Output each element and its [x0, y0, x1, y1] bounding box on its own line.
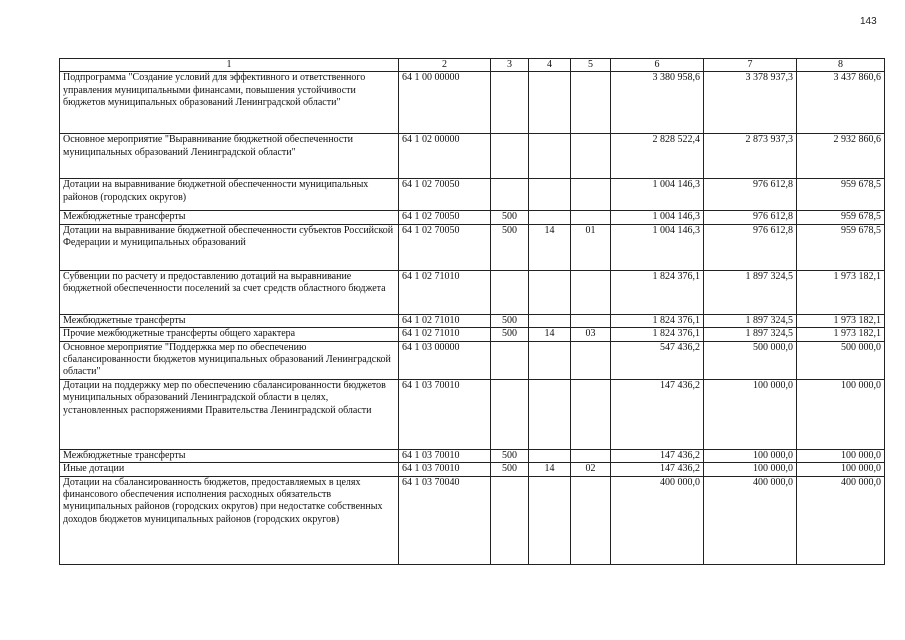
- row-description: Межбюджетные трансферты: [60, 449, 399, 462]
- row-col-5: [571, 314, 611, 327]
- row-description: Основное мероприятие "Поддержка мер по обеспечению сбалансированности бюджетов муниципальных образований Ленинградской области": [60, 341, 399, 379]
- row-value-6: 1 004 146,3: [611, 224, 704, 270]
- row-col-3: [491, 341, 529, 379]
- column-header: 1: [60, 59, 399, 72]
- row-value-6: 1 824 376,1: [611, 270, 704, 314]
- row-col-4: [529, 270, 571, 314]
- row-code: 64 1 02 71010: [399, 270, 491, 314]
- table-row: [60, 179, 885, 211]
- row-description: Дотации на поддержку мер по обеспечению сбалансированности бюджетов муниципальных образований Ленинградской области в целях, установленных распоряжениями Правительства Ленинградской области: [60, 379, 399, 449]
- row-col-5: 01: [571, 224, 611, 270]
- row-value-7: 2 873 937,3: [704, 134, 797, 179]
- row-value-6: 400 000,0: [611, 476, 704, 564]
- row-code: 64 1 02 70050: [399, 224, 491, 270]
- column-number-row: [60, 59, 885, 72]
- row-col-3: 500: [491, 314, 529, 327]
- row-value-6: 147 436,2: [611, 463, 704, 476]
- row-value-8: 1 973 182,1: [797, 328, 885, 341]
- row-value-8: 400 000,0: [797, 476, 885, 564]
- row-col-3: 500: [491, 328, 529, 341]
- row-col-5: [571, 134, 611, 179]
- table-row: [60, 211, 885, 224]
- column-header: 6: [611, 59, 704, 72]
- row-value-8: 100 000,0: [797, 449, 885, 462]
- row-col-5: 03: [571, 328, 611, 341]
- row-col-3: 500: [491, 211, 529, 224]
- row-description: Основное мероприятие "Выравнивание бюджетной обеспеченности муниципальных образований Ленинградской области": [60, 134, 399, 179]
- table-row: [60, 270, 885, 314]
- row-value-8: 959 678,5: [797, 224, 885, 270]
- row-col-4: [529, 476, 571, 564]
- row-col-5: 02: [571, 463, 611, 476]
- row-value-6: 147 436,2: [611, 449, 704, 462]
- row-col-4: [529, 341, 571, 379]
- row-col-4: [529, 379, 571, 449]
- table-row: [60, 449, 885, 462]
- row-value-7: 100 000,0: [704, 449, 797, 462]
- row-description: Дотации на выравнивание бюджетной обеспеченности муниципальных районов (городских округов): [60, 179, 399, 211]
- row-value-7: 100 000,0: [704, 379, 797, 449]
- row-col-4: [529, 179, 571, 211]
- row-code: 64 1 02 00000: [399, 134, 491, 179]
- row-description: Дотации на выравнивание бюджетной обеспеченности субъектов Российской Федерации и муниципальных образований: [60, 224, 399, 270]
- row-col-4: [529, 314, 571, 327]
- row-value-6: 1 824 376,1: [611, 314, 704, 327]
- row-value-6: 1 004 146,3: [611, 179, 704, 211]
- row-code: 64 1 03 70010: [399, 379, 491, 449]
- row-value-8: 3 437 860,6: [797, 72, 885, 134]
- column-header: 4: [529, 59, 571, 72]
- row-description: Дотации на сбалансированность бюджетов, предоставляемых в целях финансового обеспечения исполнения расходных обязательств муниципальных районов (городских округов) при недостатке собственных доходов бюджетов муниципальных районов (городских округов): [60, 476, 399, 564]
- table-row: [60, 476, 885, 564]
- row-col-3: 500: [491, 224, 529, 270]
- row-col-5: [571, 379, 611, 449]
- column-header: 5: [571, 59, 611, 72]
- row-value-8: 959 678,5: [797, 179, 885, 211]
- row-value-7: 500 000,0: [704, 341, 797, 379]
- row-col-3: [491, 134, 529, 179]
- table-row: [60, 463, 885, 476]
- row-value-8: 2 932 860,6: [797, 134, 885, 179]
- row-description: Иные дотации: [60, 463, 399, 476]
- row-description: Подпрограмма "Создание условий для эффективного и ответственного управления муниципальными финансами, повышения устойчивости бюджетов муниципальных образований Ленинградской области": [60, 72, 399, 134]
- row-description: Субвенции по расчету и предоставлению дотаций на выравнивание бюджетной обеспеченности поселений за счет средств областного бюджета: [60, 270, 399, 314]
- row-value-7: 400 000,0: [704, 476, 797, 564]
- row-description: Межбюджетные трансферты: [60, 211, 399, 224]
- row-value-7: 976 612,8: [704, 211, 797, 224]
- row-col-4: [529, 211, 571, 224]
- row-col-5: [571, 211, 611, 224]
- table-row: [60, 134, 885, 179]
- table-row: [60, 314, 885, 327]
- row-code: 64 1 02 70050: [399, 211, 491, 224]
- column-header: 3: [491, 59, 529, 72]
- row-code: 64 1 02 70050: [399, 179, 491, 211]
- row-value-7: 976 612,8: [704, 179, 797, 211]
- row-col-5: [571, 476, 611, 564]
- row-value-7: 1 897 324,5: [704, 314, 797, 327]
- row-value-6: 1 004 146,3: [611, 211, 704, 224]
- row-code: 64 1 03 00000: [399, 341, 491, 379]
- row-value-8: 100 000,0: [797, 379, 885, 449]
- row-col-5: [571, 270, 611, 314]
- row-col-4: [529, 134, 571, 179]
- row-value-6: 2 828 522,4: [611, 134, 704, 179]
- row-col-5: [571, 179, 611, 211]
- row-value-8: 1 973 182,1: [797, 270, 885, 314]
- row-value-7: 1 897 324,5: [704, 328, 797, 341]
- row-value-6: 3 380 958,6: [611, 72, 704, 134]
- row-code: 64 1 03 70010: [399, 463, 491, 476]
- row-code: 64 1 02 71010: [399, 328, 491, 341]
- table-row: [60, 72, 885, 134]
- row-description: Межбюджетные трансферты: [60, 314, 399, 327]
- row-value-6: 1 824 376,1: [611, 328, 704, 341]
- row-value-8: 500 000,0: [797, 341, 885, 379]
- row-value-8: 100 000,0: [797, 463, 885, 476]
- row-col-3: [491, 270, 529, 314]
- table-row: [60, 328, 885, 341]
- row-value-6: 147 436,2: [611, 379, 704, 449]
- row-description: Прочие межбюджетные трансферты общего характера: [60, 328, 399, 341]
- row-value-7: 1 897 324,5: [704, 270, 797, 314]
- table-row: [60, 379, 885, 449]
- page-number: 143: [860, 16, 877, 27]
- row-code: 64 1 00 00000: [399, 72, 491, 134]
- row-col-4: 14: [529, 224, 571, 270]
- row-col-5: [571, 449, 611, 462]
- row-col-4: 14: [529, 463, 571, 476]
- row-value-7: 976 612,8: [704, 224, 797, 270]
- row-code: 64 1 03 70040: [399, 476, 491, 564]
- row-value-8: 959 678,5: [797, 211, 885, 224]
- row-col-4: 14: [529, 328, 571, 341]
- column-header: 8: [797, 59, 885, 72]
- table-row: [60, 341, 885, 379]
- row-col-3: 500: [491, 449, 529, 462]
- row-col-4: [529, 72, 571, 134]
- budget-table: [59, 58, 885, 565]
- column-header: 7: [704, 59, 797, 72]
- row-value-8: 1 973 182,1: [797, 314, 885, 327]
- row-value-7: 100 000,0: [704, 463, 797, 476]
- row-value-6: 547 436,2: [611, 341, 704, 379]
- row-code: 64 1 02 71010: [399, 314, 491, 327]
- row-col-5: [571, 72, 611, 134]
- row-col-3: [491, 179, 529, 211]
- column-header: 2: [399, 59, 491, 72]
- row-col-5: [571, 341, 611, 379]
- row-col-4: [529, 449, 571, 462]
- table-body: [60, 72, 885, 564]
- row-col-3: 500: [491, 463, 529, 476]
- table-row: [60, 224, 885, 270]
- row-code: 64 1 03 70010: [399, 449, 491, 462]
- row-col-3: [491, 476, 529, 564]
- row-col-3: [491, 72, 529, 134]
- row-col-3: [491, 379, 529, 449]
- row-value-7: 3 378 937,3: [704, 72, 797, 134]
